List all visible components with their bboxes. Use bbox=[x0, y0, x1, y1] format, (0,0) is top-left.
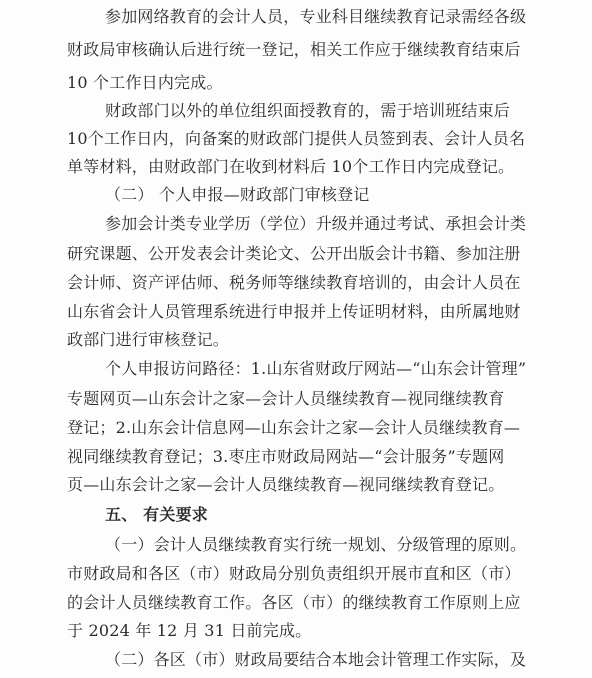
text-line: （二）各区（市）财政局要结合本地会计管理工作实际，及 bbox=[105, 650, 527, 669]
section-heading: 五、 有关要求 bbox=[105, 505, 208, 524]
text-line: 视同继续教育登记；3.枣庄市财政局网站—“会计服务”专题网 bbox=[67, 447, 505, 466]
text-line: 市财政局和各区（市）财政局分别负责组织开展市直和区（市） bbox=[67, 564, 521, 583]
text-line: 于 2024 年 12 月 31 日前完成。 bbox=[67, 621, 312, 640]
text-line: 财政局审核确认后进行统一登记，相关工作应于继续教育结束后 bbox=[67, 40, 521, 59]
text-line: 单等材料，由财政部门在收到材料后 10个工作日内完成登记。 bbox=[67, 157, 515, 176]
text-line: （一）会计人员继续教育实行统一规划、分级管理的原则。 bbox=[105, 535, 527, 554]
section-subheading: （二） 个人申报—财政部门审核登记 bbox=[105, 185, 370, 204]
text-line: 10 个工作日内完成。 bbox=[67, 73, 223, 92]
text-line: 财政部门以外的单位组织面授教育的，需于培训班结束后 bbox=[105, 101, 511, 120]
text-line: 研究课题、公开发表会计类论文、公开出版会计书籍、参加注册 bbox=[67, 244, 521, 263]
text-line: 参加网络教育的会计人员，专业科目继续教育记录需经各级 bbox=[105, 7, 527, 26]
text-line: 会计师、资产评估师、税务师等继续教育培训的，由会计人员在 bbox=[67, 273, 521, 292]
text-line: 10个工作日内，向备案的财政部门提供人员签到表、会计人员名 bbox=[67, 129, 526, 148]
text-line: 政部门进行审核登记。 bbox=[67, 330, 230, 349]
text-line: 专题网页—山东会计之家—会计人员继续教育—视同继续教育 bbox=[67, 389, 505, 408]
text-line: 个人申报访问路径：1.山东省财政厅网站—“山东会计管理” bbox=[105, 359, 527, 378]
text-line: 页—山东会计之家—会计人员继续教育—视同继续教育登记。 bbox=[67, 475, 505, 494]
text-line: 的会计人员继续教育工作。各区（市）的继续教育工作原则上应 bbox=[67, 593, 521, 612]
text-line: 登记；2.山东会计信息网—山东会计之家—会计人员继续教育— bbox=[67, 418, 521, 437]
text-line: 参加会计类专业学历（学位）升级并通过考试、承担会计类 bbox=[105, 214, 527, 233]
text-line: 山东省会计人员管理系统进行申报并上传证明材料，由所属地财 bbox=[67, 302, 521, 321]
